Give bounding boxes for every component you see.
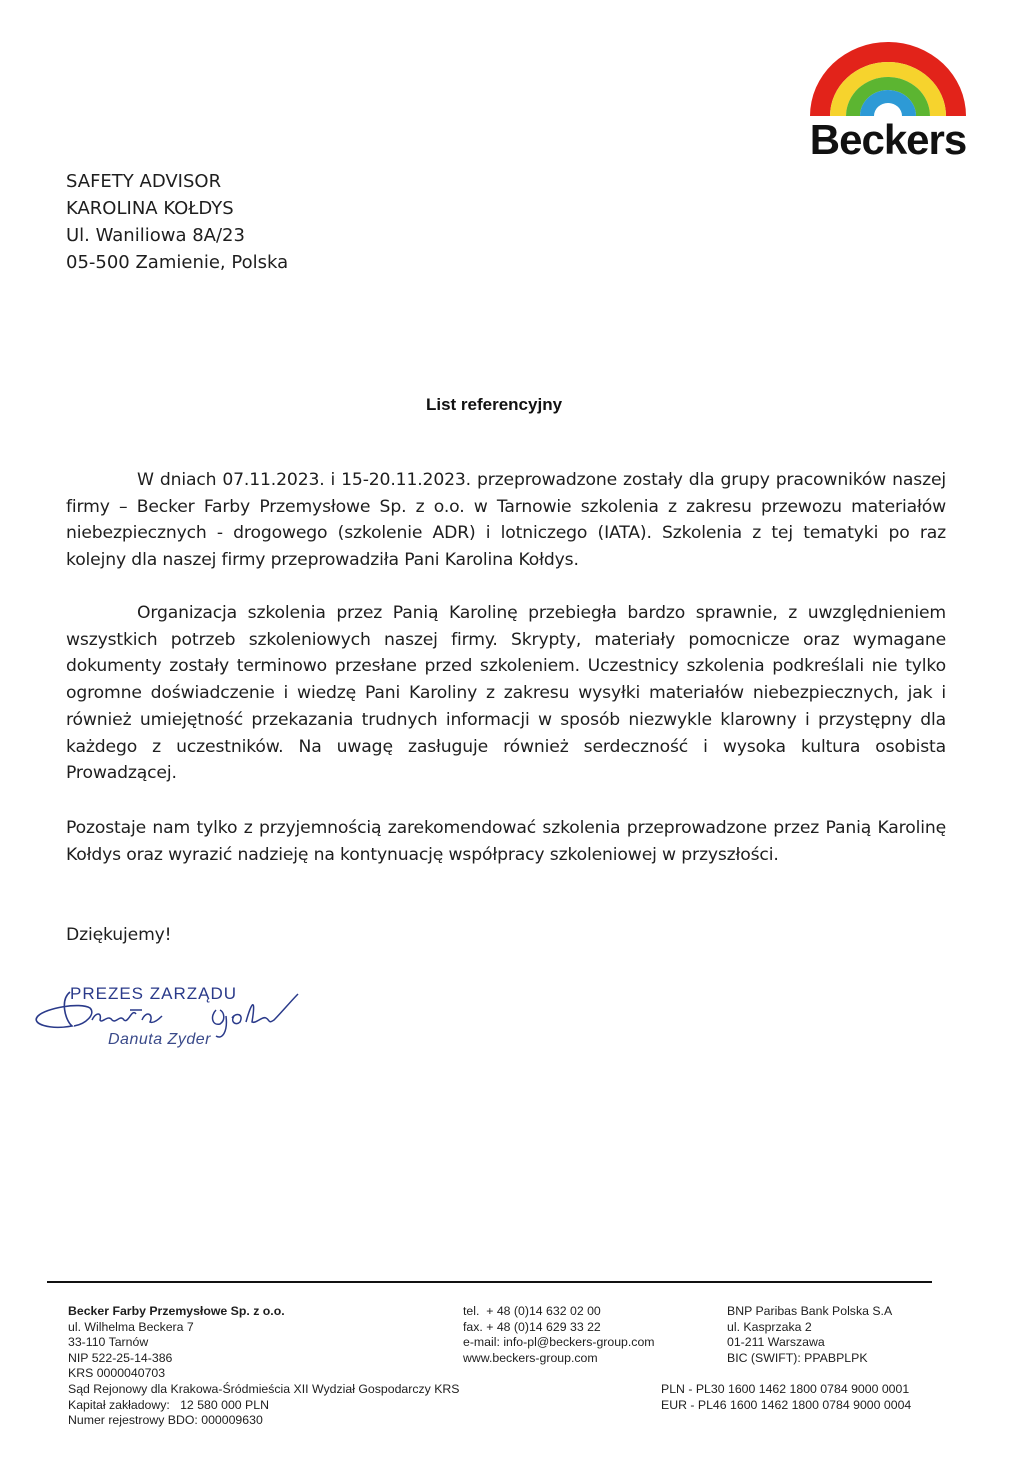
company-krs: KRS 0000040703 — [68, 1366, 166, 1381]
letter-title: List referencyjny — [425, 395, 563, 414]
footer-contact-info — [463, 1304, 655, 1366]
signatory-name: Danuta Zyder — [108, 1031, 211, 1048]
contact-website[interactable]: www.beckers-group.com — [463, 1350, 598, 1365]
beckers-logo — [806, 38, 970, 164]
brand-name: Beckers — [809, 116, 967, 163]
footer-company-info — [68, 1304, 460, 1429]
bank-city: 01-211 Warszawa — [727, 1335, 825, 1350]
company-city: 33-110 Tarnów — [68, 1335, 149, 1350]
paragraph-1: W dniach 07.11.2023. i 15-20.11.2023. przeprowadzone zostały dla grupy pracowników naszej firmy – Becker Farby Przemysłowe Sp. z o.o. w Tarnowie szkolenia z zakresu przewozu materiałów niebezpiecznych - drogowego (szkolenie ADR) i lotniczego (IATA). Szkolenia z tej tematyki po raz kolejny dla naszej firmy przeprowadziła Pani Karolina Kołdys. — [66, 470, 946, 571]
footer-divider — [47, 1281, 932, 1283]
recipient-street: Ul. Waniliowa 8A/23 — [66, 225, 245, 246]
footer-bank-info — [727, 1304, 892, 1366]
recipient-address — [66, 168, 288, 276]
recipient-name: KAROLINA KOŁDYS — [66, 198, 234, 219]
company-nip: NIP 522-25-14-386 — [68, 1350, 173, 1365]
rainbow-icon — [806, 38, 970, 118]
bank-name: BNP Paribas Bank Polska S.A — [727, 1304, 893, 1318]
footer-bank-accounts — [661, 1382, 911, 1413]
account-eur: EUR - PL46 1600 1462 1800 0784 9000 0004 — [661, 1397, 912, 1412]
bank-bic: BIC (SWIFT): PPABPLPK — [727, 1350, 868, 1365]
contact-fax: fax. + 48 (0)14 629 33 22 — [463, 1319, 601, 1334]
closing: Dziękujemy! — [66, 925, 172, 945]
company-bdo: Numer rejestrowy BDO: 000009630 — [68, 1413, 263, 1428]
contact-email[interactable]: e-mail: info-pl@beckers-group.com — [463, 1335, 655, 1350]
paragraph-2: Organizacja szkolenia przez Panią Karolinę przebiegła bardzo sprawnie, z uwzględnieniem wszystkich potrzeb szkoleniowych naszej firmy. Skrypty, materiały pomocnicze oraz wymagane dokumenty zostały terminowo przesłane przed szkoleniem. Uczestnicy szkolenia podkreślali nie tylko ogromne doświadczenie i wiedzę Pani Karoliny z zakresu wysyłki materiałów niebezpiecznych, jak i również umiejętność przekazania trudnych informacji w sposób niezwykle klarowny i przystępny dla każdego z uczestników. Na uwagę zasługuje również serdeczność i wysoka kultura osobista Prowadzącej. — [66, 603, 946, 784]
contact-tel: tel. + 48 (0)14 632 02 00 — [463, 1304, 601, 1318]
bank-street: ul. Kasprzaka 2 — [727, 1319, 812, 1334]
account-pln: PLN - PL30 1600 1462 1800 0784 9000 0001 — [661, 1382, 910, 1396]
company-capital: Kapitał zakładowy: 12 580 000 PLN — [68, 1397, 269, 1412]
paragraph-3: Pozostaje nam tylko z przyjemnością zarekomendować szkolenia przeprowadzone przez Panią Karolinę Kołdys oraz wyrazić nadzieję na kontynuację współpracy szkoleniowej w przyszłości. — [66, 818, 946, 865]
recipient-title: SAFETY ADVISOR — [66, 171, 222, 192]
signature-block — [30, 980, 330, 1060]
signature-stamp-title: PREZES ZARZĄDU — [70, 984, 238, 1003]
company-court: Sąd Rejonowy dla Krakowa-Śródmieścia XII Wydział Gospodarczy KRS — [68, 1381, 460, 1396]
company-street: ul. Wilhelma Beckera 7 — [68, 1319, 194, 1334]
company-name: Becker Farby Przemysłowe Sp. z o.o. — [68, 1304, 285, 1318]
recipient-city: 05-500 Zamienie, Polska — [66, 252, 289, 273]
